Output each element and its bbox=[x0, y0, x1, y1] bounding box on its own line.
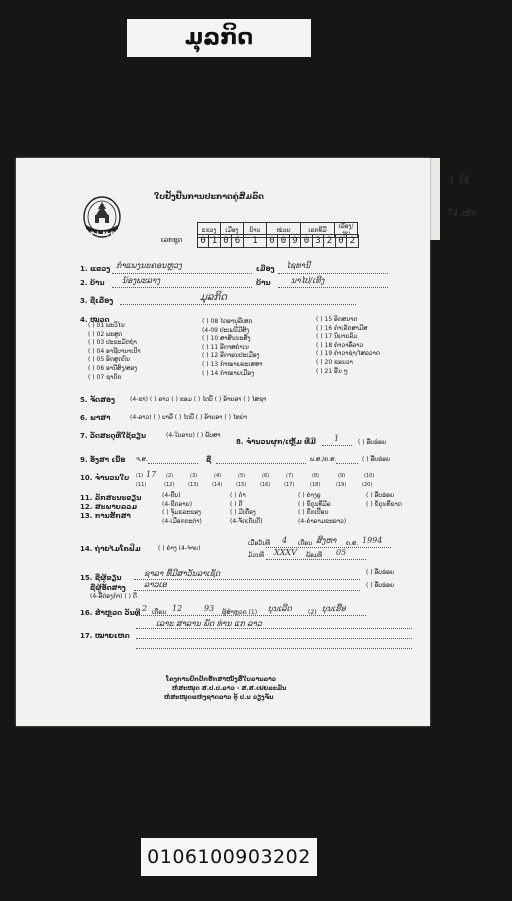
category-option[interactable]: ( ) 05 ອົດສູດຕົນ bbox=[88, 356, 130, 364]
condition-column-3 bbox=[298, 492, 346, 526]
category-option[interactable]: ( ) 14 ກຳໝາຍເມືອງ bbox=[202, 369, 254, 377]
field-label-preservation: 13. ການຮັກສາ bbox=[80, 512, 131, 520]
folio-slot: (20) bbox=[362, 482, 373, 488]
category-option[interactable]: ( ) 20 ຂອນວາ bbox=[316, 358, 353, 366]
field-value-scribe: ຊາລາ ທີ່ມີສາວັນລາເຊັດ bbox=[144, 569, 221, 578]
condition-option[interactable]: (4-ຂີດລາຍ) bbox=[162, 500, 193, 508]
field-value-sponsor: ລາວເອ bbox=[144, 580, 167, 589]
sponsor-options[interactable]: (4-ອີ່ດ່ອງກຳ) ( ) ດີ bbox=[90, 593, 137, 600]
folio-slot: (6) bbox=[262, 473, 270, 479]
folio-slot: (17) bbox=[284, 482, 295, 488]
category-option[interactable]: ( ) 08 ໄດອານຸລີເສດ bbox=[202, 318, 253, 325]
condition-option[interactable]: ( ) ຄ່າງລູ bbox=[298, 492, 321, 499]
category-option[interactable]: ( ) 03 ປະຂະມັດຖ່າ bbox=[88, 339, 137, 347]
folio-slot: (3) bbox=[190, 473, 198, 479]
microfilm-year-label: ຄ.ສ. bbox=[346, 540, 359, 547]
folio-slot: (13) bbox=[188, 482, 199, 488]
code-header: ເລກທີມື bbox=[301, 223, 335, 238]
margin-note: - 74 ໜ້າ bbox=[441, 209, 476, 219]
survey-month: 12 bbox=[172, 604, 183, 613]
sponsor-unknown-option[interactable]: ( ) ອີ່ບຮ່ອຍ bbox=[366, 582, 395, 589]
code-header: ໜ່ວຍ bbox=[267, 223, 301, 238]
survey-year: 93 bbox=[204, 604, 215, 613]
material-options[interactable]: (4-ໃບລານ) ( ) ພັບສາ bbox=[166, 432, 221, 439]
margin-note: - 1 ໃຊ້ bbox=[443, 176, 469, 186]
condition-option[interactable]: ( ) ດຳ bbox=[230, 492, 246, 499]
folio-slot: (11) bbox=[136, 482, 147, 488]
field-value-bundles: 1 bbox=[334, 434, 340, 443]
logo-text: P L M P bbox=[90, 231, 115, 238]
category-column-1 bbox=[88, 322, 141, 382]
code-header: ເມືອງ bbox=[221, 223, 244, 238]
era-label-name: ຊື່ bbox=[206, 456, 212, 464]
field-label-scribe: 15. ຊື່ຜູ້ຂຽນ bbox=[80, 574, 122, 582]
field-label-province: 1. ແຂວງ bbox=[80, 265, 111, 273]
footer-line-3: ຫໍສະໝຸດແຫ່ງຊາດລາວ ຕູ້ ປ.ນ ວຽງຈັນ bbox=[164, 694, 274, 701]
microfilm-frame-label: ພ້ອມທີ bbox=[306, 552, 323, 559]
top-label: ມຸລກິດ bbox=[127, 19, 311, 57]
condition-option[interactable]: ( ) ຂໍ້ດູນທີ່ຂາດ bbox=[366, 500, 402, 508]
field-value-temple: ນ້ອງພະລາງ bbox=[122, 276, 161, 285]
field-label-district: ເມືອງ bbox=[256, 265, 275, 273]
microfilm-month: ສິງຫາ bbox=[316, 536, 337, 545]
microfilm-frame: 05 bbox=[336, 548, 347, 557]
code-header: ແຂວງ bbox=[198, 223, 221, 238]
category-option[interactable]: ( ) 18 ຄຳວາອີ່ລາວ bbox=[316, 341, 364, 349]
folio-slot: (16) bbox=[260, 482, 271, 488]
surveyor-label: ຜູ້ສຳຫຼວດ (1) bbox=[222, 609, 258, 616]
era-label-cs: ຈ.ສ. bbox=[136, 456, 148, 463]
microfilm-date-label: ເມື່ອວັນທີ bbox=[248, 540, 270, 547]
condition-option[interactable]: ( ) ດີ bbox=[230, 500, 243, 508]
field-label-microfilm: 14. ຖ່າຍໄມໂຄຟິມ bbox=[80, 545, 141, 553]
surveyor-2-label: (2) bbox=[308, 609, 317, 616]
code-digits bbox=[197, 234, 359, 248]
microfilm-roll: XXXV bbox=[274, 548, 297, 557]
code-digit: 0 bbox=[198, 235, 209, 248]
field-value-story: ມຸລກິດ bbox=[200, 292, 227, 303]
field-label-survey-date: 16. ສຳຫຼວດ ວັນທີ bbox=[80, 609, 141, 617]
category-option[interactable]: ( ) 06 ອານີສົງ/ສອງ bbox=[88, 364, 138, 372]
condition-option[interactable]: (4-ຄຳລາມຂະລາວ) bbox=[298, 517, 347, 525]
field-label-date-written: 9. ອັງສາ ເນື້ອ bbox=[80, 456, 126, 464]
field-label-remarks: 17. ໝາຍເຫດ bbox=[80, 632, 130, 640]
field-value-folios: 17 bbox=[146, 470, 157, 479]
field-label-language: 6. ພາສາ bbox=[80, 414, 111, 422]
code-digit: 1 bbox=[244, 235, 267, 248]
code-digit: 6 bbox=[232, 235, 244, 248]
category-option[interactable]: ( ) 13 ກຳໝາຍລະເສສາ bbox=[202, 360, 263, 368]
folio-slot: (4) bbox=[214, 473, 222, 479]
folio-number-row-1: (1) bbox=[136, 473, 144, 479]
code-digit: 0 bbox=[301, 235, 313, 248]
code-digit: 0 bbox=[267, 235, 278, 248]
condition-column-2 bbox=[230, 492, 263, 526]
folio-slot: (8) bbox=[312, 473, 320, 479]
survey-day: 2 bbox=[142, 604, 148, 613]
condition-option[interactable]: ( ) ມີເຄື່ອງ bbox=[230, 509, 256, 517]
folio-slot: (10) bbox=[364, 473, 375, 479]
code-header: ບ້ານ bbox=[244, 223, 267, 238]
category-option[interactable]: ( ) 16 ຄຳເລັດສາມີສ bbox=[316, 324, 368, 332]
condition-option[interactable]: (4-ຈັດເກັບດີ) bbox=[230, 517, 263, 525]
condition-column-4 bbox=[366, 492, 402, 509]
code-digit: 2 bbox=[324, 235, 336, 248]
condition-option[interactable]: (4-ເມືອກກະຕ່າ) bbox=[162, 517, 202, 525]
field-label-village: ບ້ານ bbox=[256, 279, 271, 287]
category-column-2 bbox=[202, 318, 262, 378]
field-label-condition: 12. ສະພາບລວມ bbox=[80, 503, 138, 511]
field-label-sponsor: ຊື່ຜູ້ອັດສາງ bbox=[90, 584, 126, 592]
survey-note: ເລາະ ສາລານ ພັດ ທ່ານ ແກ ລາວ bbox=[156, 619, 262, 628]
code-header: ເລືອງ/ຮູບ bbox=[335, 223, 358, 238]
survey-form bbox=[16, 158, 430, 726]
condition-option[interactable]: ( ) ອີ່ບຮ່ອຍ bbox=[366, 492, 395, 499]
category-option[interactable]: ( ) 11 ອີດາສຄຳເນ bbox=[202, 343, 249, 351]
surveyor-2: ບຸນເຮືອ bbox=[322, 604, 346, 613]
code-digit: 1 bbox=[209, 235, 221, 248]
microfilm-options[interactable]: ( ) ຄ່າງ (4-ຈ່າຍ) bbox=[158, 545, 201, 552]
field-label-material: 7. ວັດສະດຸທີ່ໃຊ້ຂຽນ bbox=[80, 432, 146, 440]
category-column-3 bbox=[316, 316, 380, 376]
era-label-be: ພ.ສ./ຄ.ສ. bbox=[310, 456, 337, 463]
language-options[interactable]: (4-ລາວ) ( ) ບາລີ ( ) ໄຕບື ( ) ອ້າຍອາ ( ) ໄທຍ່າ bbox=[130, 414, 248, 421]
scribe-unknown-option[interactable]: ( ) ອີ່ບຮ່ອຍ bbox=[366, 569, 395, 576]
condition-option[interactable]: ( ) ຂໍ້ດູນທີ່ມີລ bbox=[298, 500, 331, 508]
sheet-corner bbox=[430, 158, 440, 240]
condition-column-1 bbox=[162, 492, 202, 526]
code-label: ເລກຊຸດ bbox=[161, 236, 183, 244]
code-digit: 0 bbox=[221, 235, 232, 248]
condition-option[interactable]: (4-ຄືບ) bbox=[162, 492, 181, 499]
category-option[interactable]: ( ) 07 ຊາດົກ bbox=[88, 373, 122, 381]
field-value-village: ນາໄປ/ເທີງ bbox=[291, 276, 325, 285]
code-digit: 2 bbox=[347, 235, 359, 248]
date-unknown-option[interactable]: ( ) ອີ່ບຮ່ອຍ bbox=[362, 456, 391, 463]
field-label-temple: 2. ບ້ານ bbox=[80, 279, 105, 287]
category-option[interactable]: ( ) 15 ອິດສນາດ bbox=[316, 316, 358, 323]
footer-line-1: ໂຄງການປົກປັກຮັກສາໜັງສືໃບລານລາວ bbox=[166, 676, 277, 683]
microfilm-year: 1994 bbox=[362, 536, 383, 545]
folio-slot: (7) bbox=[286, 473, 294, 479]
surveyor-1: ບຸນເລີດ bbox=[268, 604, 292, 613]
document-id-label: 0106100903202 bbox=[141, 838, 317, 876]
field-label-folios: 10. ຈຳນວນໃບ bbox=[80, 474, 130, 482]
field-label-story: 3. ຊື່ເລື່ອງ bbox=[80, 297, 114, 305]
category-option[interactable]: ( ) 10 ສາສັນນະສິ່ງ bbox=[202, 335, 251, 343]
category-option[interactable]: ( ) 01 ພະວິໄນ bbox=[88, 322, 125, 329]
folio-slot: (18) bbox=[310, 482, 321, 488]
script-options[interactable]: (4-ຂາ) ( ) ລາວ ( ) ຂອມ ( ) ໄຕບື ( ) ອ້າຍອາ ( ) ໄສຊາ bbox=[130, 396, 267, 403]
field-value-district: ໄຊທານີ bbox=[286, 261, 311, 270]
survey-month-label: ເດືອນ bbox=[152, 609, 167, 616]
category-option[interactable]: (4-09 ປະເພນີມີສົງ bbox=[202, 326, 250, 334]
folio-slot: (19) bbox=[336, 482, 347, 488]
code-digit: 0 bbox=[336, 235, 347, 248]
code-digit: 9 bbox=[290, 235, 301, 248]
folio-slot: (2) bbox=[166, 473, 174, 479]
bundles-unknown-option[interactable]: ( ) ອີ່ບຮ່ອຍ bbox=[358, 439, 387, 446]
code-digit: 0 bbox=[278, 235, 290, 248]
folio-slot: (5) bbox=[238, 473, 246, 479]
footer-line-2: ຫໍສະໝຸດ ສ.ປ.ປ.ລາວ - ສ.ສ.ເຢຍລະມັນ bbox=[172, 685, 287, 692]
condition-option[interactable]: ( ) ຄືກເປື້ອນ bbox=[298, 509, 329, 517]
category-option[interactable]: ( ) 12 ອີດາອນປະເມືອງ bbox=[202, 352, 260, 360]
microfilm-day: 4 bbox=[282, 536, 288, 545]
category-option[interactable]: ( ) 04 ອາຊີບານາເປົາ bbox=[88, 347, 141, 355]
condition-option[interactable]: ( ) ຈຸ້ມແລະຂອງ bbox=[162, 509, 201, 517]
field-label-category: 4. ໝວດ bbox=[80, 316, 110, 324]
category-option[interactable]: ( ) 19 ຄຳວາຊ່າ/ໄສລວາດ bbox=[316, 350, 380, 358]
field-label-bundles: 8. ຈຳນວນຜູກ/ເຫຼັ້ມ ທີ່ມີ bbox=[236, 438, 316, 446]
field-value-province: ກຳແພງນະຄອນຫຼວງ bbox=[116, 261, 182, 270]
category-option[interactable]: ( ) 02 ພະສູດ bbox=[88, 330, 123, 338]
form-title: ໃບຢັ້ງຢືນການປະກາດຄູ່ສົມລົດ bbox=[154, 192, 264, 201]
microfilm-month-label: ເດືອນ bbox=[298, 540, 313, 547]
field-label-writing: 11. ລັກສະນະຂຽນ bbox=[80, 494, 142, 502]
folio-slot: (14) bbox=[212, 482, 223, 488]
folio-slot: (12) bbox=[164, 482, 175, 488]
code-digit: 3 bbox=[313, 235, 324, 248]
category-option[interactable]: ( ) 17 ນິຍາຍລົມ bbox=[316, 333, 358, 341]
microfilm-roll-label: ມ້ວນທີ bbox=[248, 552, 264, 559]
field-label-script: 5. ຈັດສອງ bbox=[80, 396, 115, 404]
folio-slot: (15) bbox=[236, 482, 247, 488]
category-option[interactable]: ( ) 21 ອື່ນ ໆ bbox=[316, 367, 348, 375]
folio-slot: (9) bbox=[338, 473, 346, 479]
